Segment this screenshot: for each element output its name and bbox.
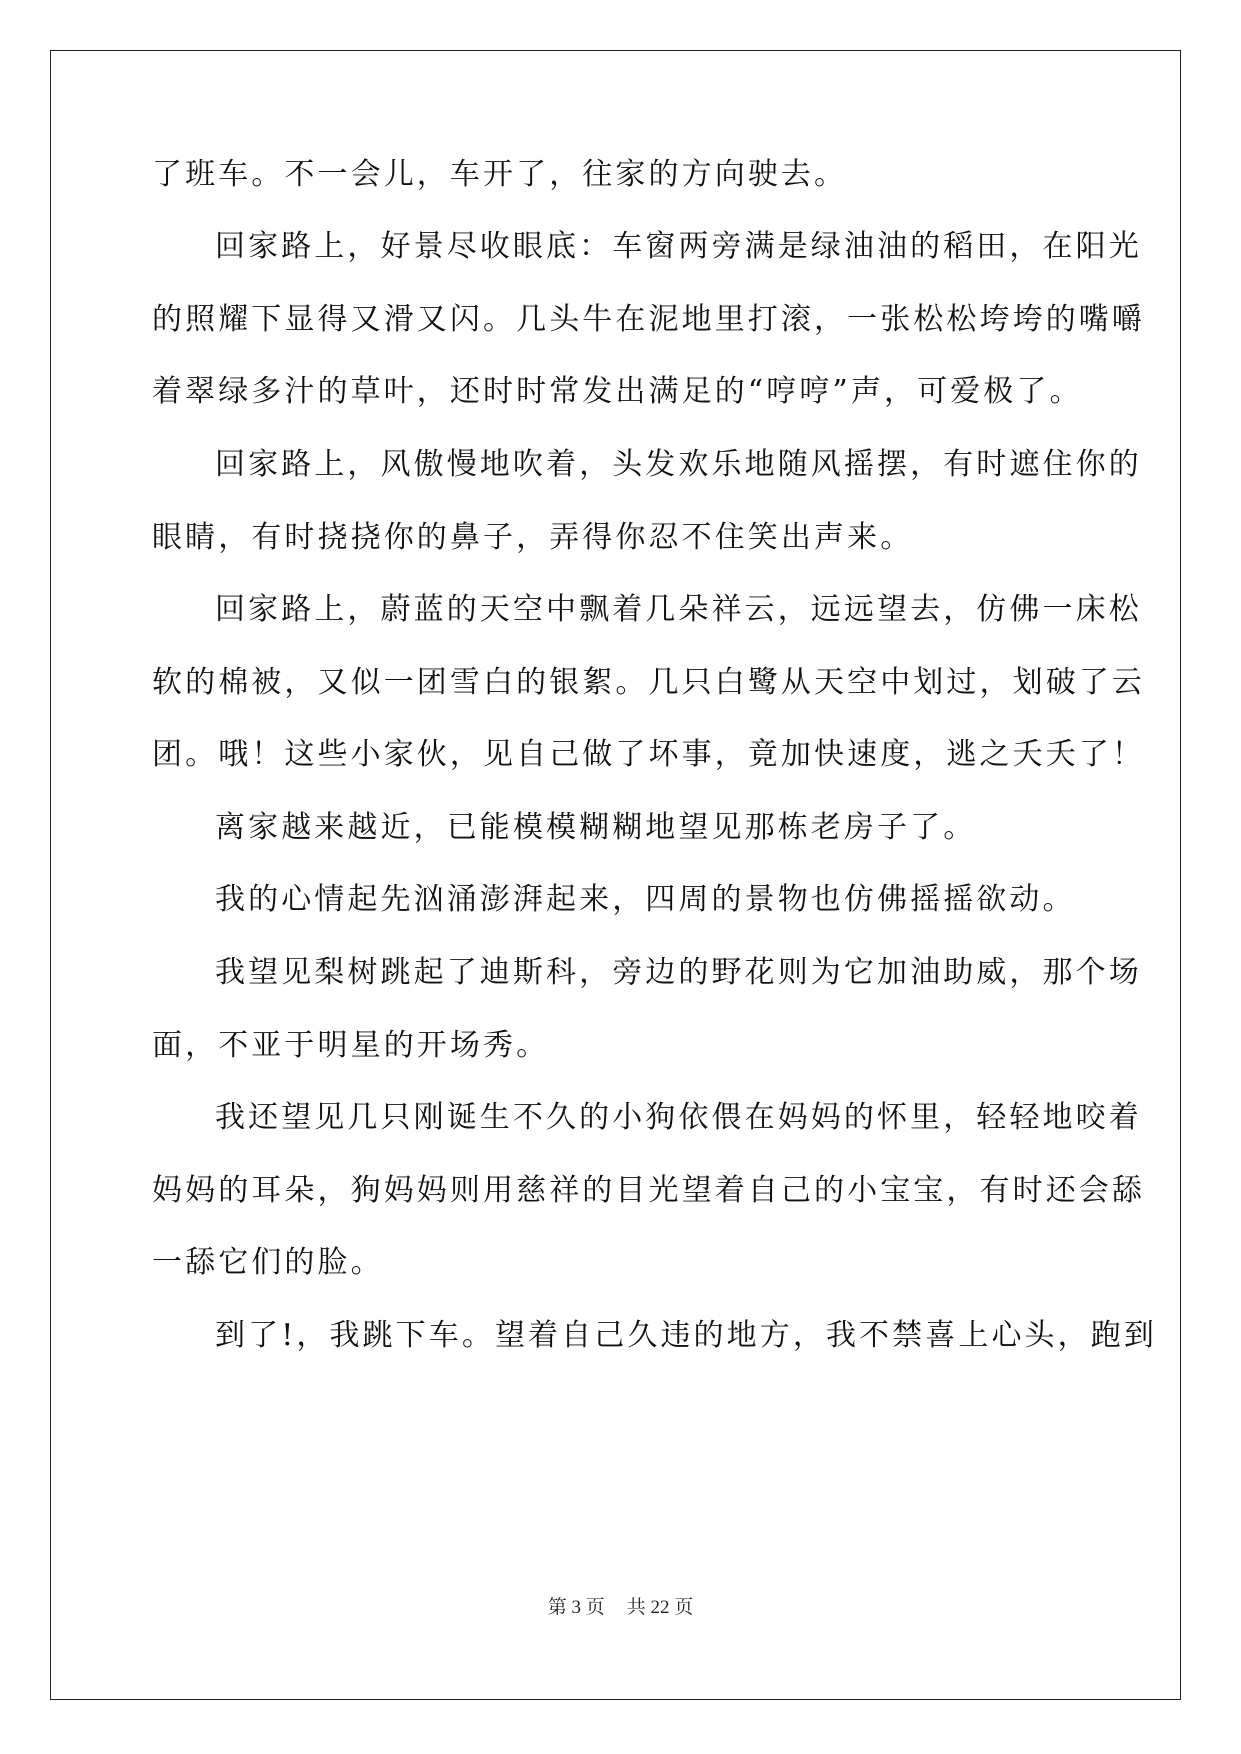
- page-frame: [50, 50, 1181, 1700]
- paragraph-first-line: 我望见梨树跳起了迪斯科，旁边的野花则为它加油助威，那个场: [215, 955, 1142, 990]
- text-line: 一舔它们的脸。: [152, 1245, 384, 1280]
- text-line: 眼睛，有时挠挠你的鼻子，弄得你忍不住笑出声来。: [152, 520, 914, 555]
- page-footer: [0, 1596, 1241, 1620]
- text-line: 的照耀下显得又滑又闪。几头牛在泥地里打滚，一张松松垮垮的嘴嚼: [152, 302, 1145, 337]
- paragraph-first-line: 离家越来越近，已能模模糊糊地望见那栋老房子了。: [215, 810, 977, 845]
- paragraph-first-line: 我的心情起先汹涌澎湃起来，四周的景物也仿佛摇摇欲动。: [215, 882, 1076, 917]
- paragraph-first-line: 我还望见几只刚诞生不久的小狗依偎在妈妈的怀里，轻轻地咬着: [215, 1100, 1142, 1135]
- text-line: 软的棉被，又似一团雪白的银絮。几只白鹭从天空中划过，划破了云: [152, 665, 1145, 700]
- paragraph-first-line: 回家路上，风傲慢地吹着，头发欢乐地随风摇摆，有时遮住你的: [215, 447, 1142, 482]
- page-number: 第 3 页: [547, 1597, 605, 1618]
- text-line: 着翠绿多汁的草叶，还时时常发出满足的“哼哼”声，可爱极了。: [152, 374, 1083, 409]
- text-line: 面，不亚于明星的开场秀。: [152, 1028, 550, 1063]
- text-line: 团。哦！这些小家伙，见自己做了坏事，竟加快速度，逃之夭夭了！: [152, 737, 1145, 772]
- paragraph-first-line: 回家路上，蔚蓝的天空中飘着几朵祥云，远远望去，仿佛一床松: [215, 592, 1142, 627]
- paragraph-first-line: 到了!，我跳下车。望着自己久违的地方，我不禁喜上心头，跑到: [215, 1318, 1157, 1353]
- text-line: 了班车。不一会儿，车开了，往家的方向驶去。: [152, 157, 848, 192]
- total-pages: 共 22 页: [626, 1597, 694, 1618]
- paragraph-first-line: 回家路上，好景尽收眼底：车窗两旁满是绿油油的稻田，在阳光: [215, 229, 1142, 264]
- text-line: 妈妈的耳朵，狗妈妈则用慈祥的目光望着自己的小宝宝，有时还会舔: [152, 1173, 1145, 1208]
